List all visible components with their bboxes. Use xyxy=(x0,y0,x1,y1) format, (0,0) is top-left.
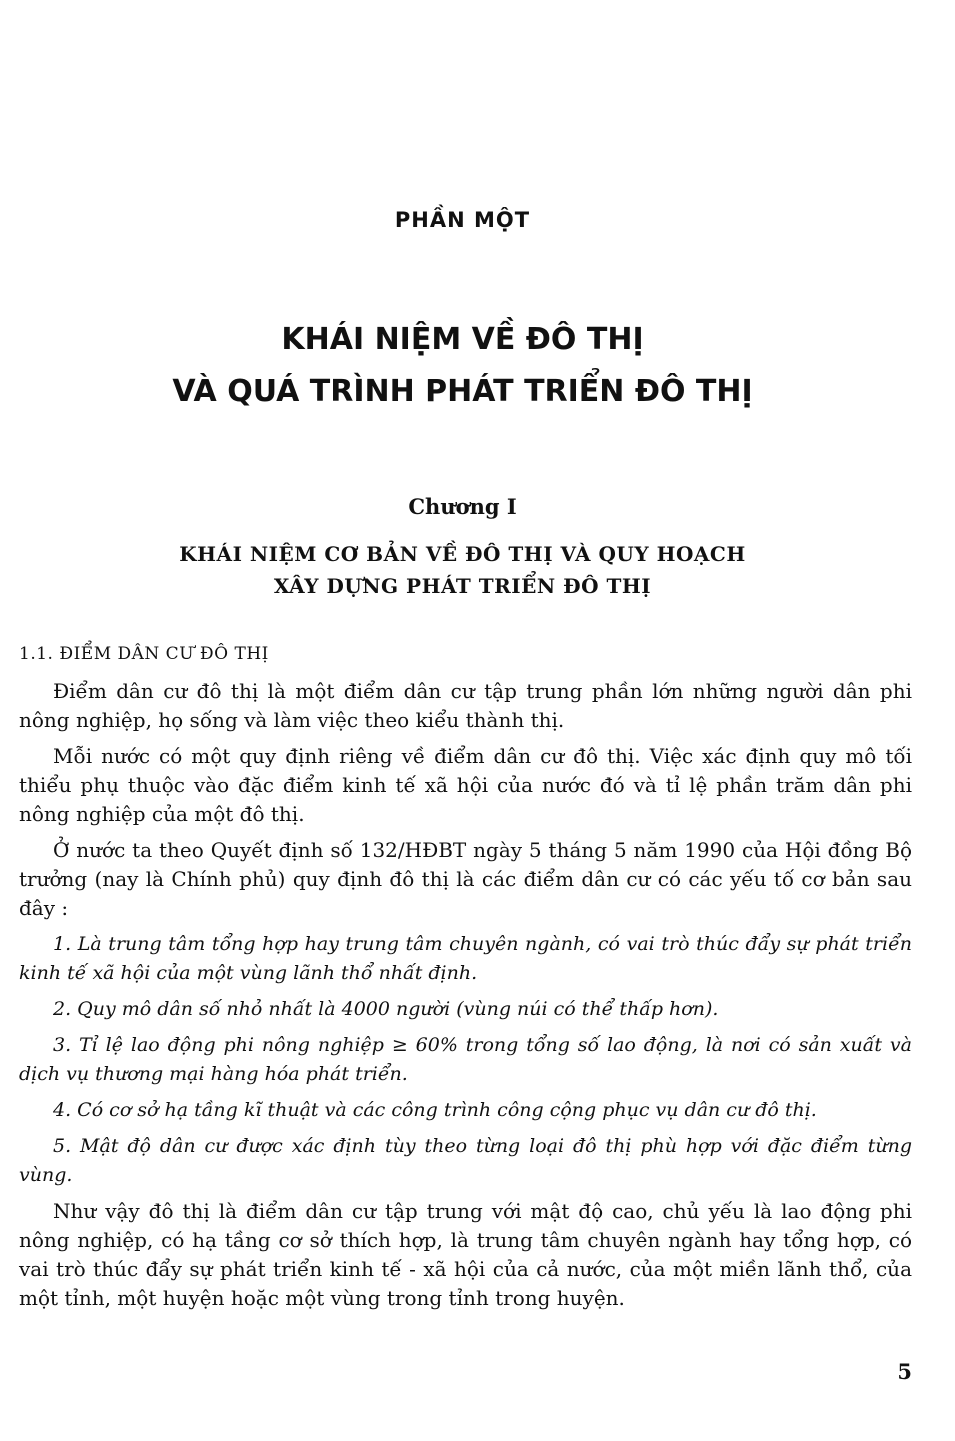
criterion-item: 3. Tỉ lệ lao động phi nông nghiệp ≥ 60% trong tổng số lao động, là nơi có sản xuất và dịch vụ thương mại hàng hóa phát triển. xyxy=(19,1034,912,1085)
chapter-title-line-2: XÂY DỰNG PHÁT TRIỂN ĐÔ THỊ xyxy=(273,574,652,598)
part-label: PHẦN MỘT xyxy=(394,208,531,232)
conclusion-paragraph: Như vậy đô thị là điểm dân cư tập trung với mật độ cao, chủ yếu là lao động phi nông nghiệp, có hạ tầng cơ sở thích hợp, là trung tâm chuyên ngành hay tổng hợp, có vai trò thúc đẩy sự phát triển kinh tế - xã hội của cả nước, của một miền lãnh thổ, của một tỉnh, một huyện hoặc một vùng trong tỉnh trong huyện. xyxy=(19,1199,912,1310)
body-text xyxy=(19,640,912,1320)
criterion-item: 2. Quy mô dân số nhỏ nhất là 4000 người (vùng núi có thể thấp hơn). xyxy=(53,998,719,1020)
chapter-label: Chương I xyxy=(408,494,517,519)
part-title-line-2: VÀ QUÁ TRÌNH PHÁT TRIỂN ĐÔ THỊ xyxy=(172,374,753,409)
section-heading: 1.1. ĐIỂM DÂN CƯ ĐÔ THỊ xyxy=(19,644,269,664)
page-number: 5 xyxy=(897,1359,912,1384)
criterion-item: 4. Có cơ sở hạ tầng kĩ thuật và các công trình công cộng phục vụ dân cư đô thị. xyxy=(53,1099,817,1121)
chapter-title-line-1: KHÁI NIỆM CƠ BẢN VỀ ĐÔ THỊ VÀ QUY HOẠCH xyxy=(179,542,746,566)
criterion-item: 5. Mật độ dân cư được xác định tùy theo từng loại đô thị phù hợp với đặc điểm từng vùng. xyxy=(19,1135,912,1186)
paragraph: Mỗi nước có một quy định riêng về điểm dân cư đô thị. Việc xác định quy mô tối thiểu phụ thuộc vào đặc điểm kinh tế xã hội của nước đó và tỉ lệ phần trăm dân phi nông nghiệp của một đô thị. xyxy=(19,744,912,826)
paragraph: Ở nước ta theo Quyết định số 132/HĐBT ngày 5 tháng 5 năm 1990 của Hội đồng Bộ trưởng (nay là Chính phủ) quy định đô thị là các điểm dân cư có các yếu tố cơ bản sau đây : xyxy=(19,838,912,920)
part-title-line-1: KHÁI NIỆM VỀ ĐÔ THỊ xyxy=(281,322,644,357)
chapter-title xyxy=(0,538,925,602)
paragraph: Điểm dân cư đô thị là một điểm dân cư tập trung phần lớn những người dân phi nông nghiệp, họ sống và làm việc theo kiểu thành thị. xyxy=(19,679,912,732)
part-title xyxy=(0,314,925,418)
criterion-item: 1. Là trung tâm tổng hợp hay trung tâm chuyên ngành, có vai trò thúc đẩy sự phát triển kinh tế xã hội của một vùng lãnh thổ nhất định. xyxy=(19,933,912,984)
